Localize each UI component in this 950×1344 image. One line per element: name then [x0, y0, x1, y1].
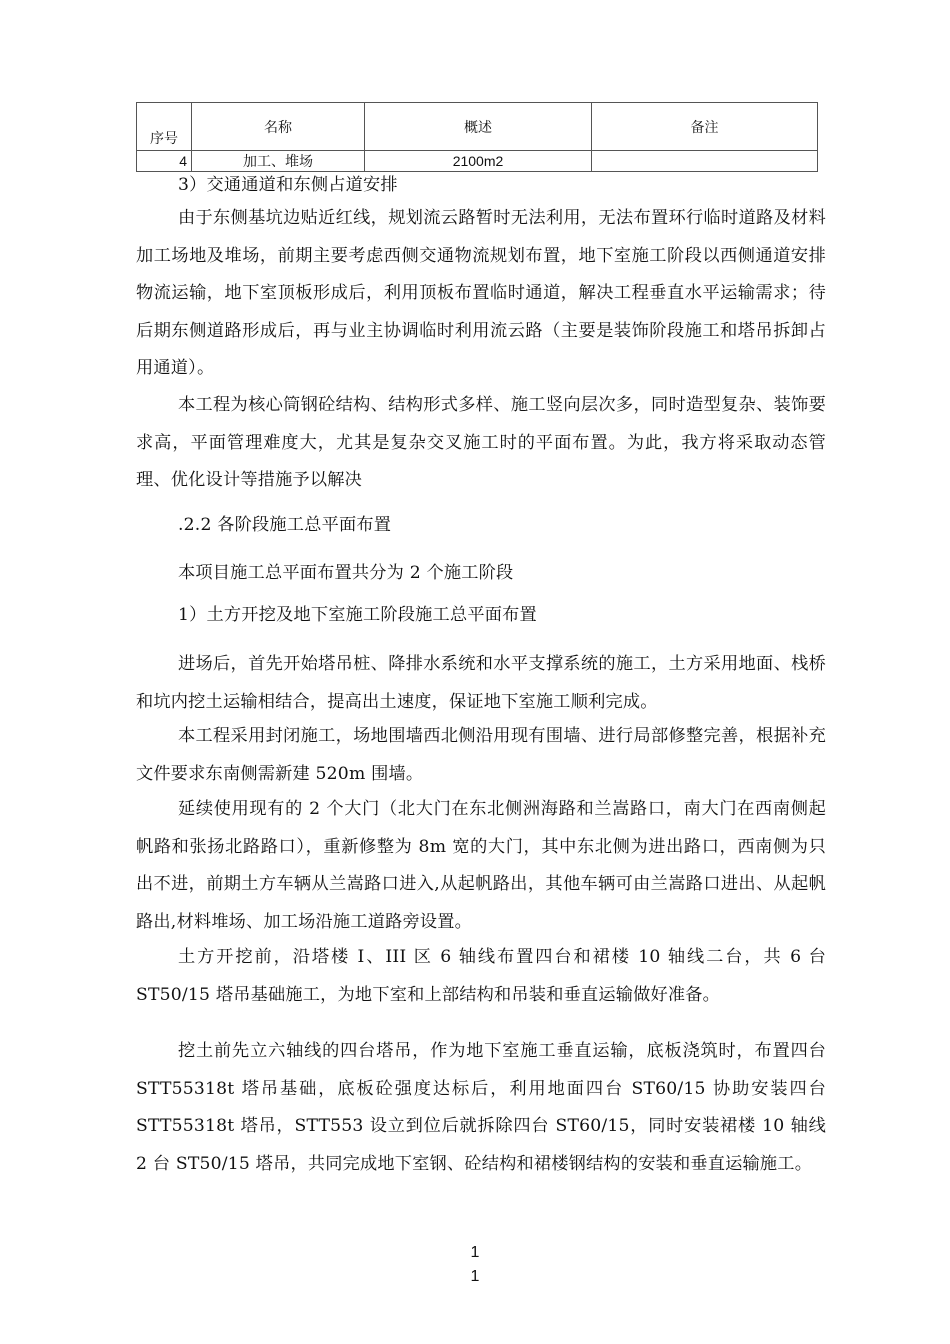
stage-1-paragraph-4: 土方开挖前，沿塔楼 I、III 区 6 轴线布置四台和裙楼 10 轴线二台，共 6 台 ST50/15 塔吊基础施工，为地下室和上部结构和吊装和垂直运输做好准备。 — [136, 947, 826, 1005]
stage-1-paragraph-1: 进场后，首先开始塔吊桩、降排水系统和水平支撑系统的施工，土方采用地面、栈桥和坑内挖土运输相结合，提高出土速度，保证地下室施工顺利完成。 — [136, 654, 826, 712]
section-2-2-intro: 本项目施工总平面布置共分为 2 个施工阶段 — [178, 563, 514, 583]
section-3-paragraph-1: 由于东侧基坑边贴近红线，规划流云路暂时无法利用，无法布置环行临时道路及材料加工场地及堆场，前期主要考虑西侧交通物流规划布置，地下室施工阶段以西侧通道安排物流运输，地下室顶板形成后，利用顶板布置临时通道，解决工程垂直水平运输需求；待后期东侧道路形成后，再与业主协调临时利用流云路（主要是装饰阶段施工和塔吊拆卸占用通道）。 — [136, 208, 826, 378]
summary-table — [136, 102, 818, 172]
section-3-heading: 3）交通通道和东侧占道安排 — [178, 175, 398, 195]
header-name: 名称 — [192, 103, 365, 151]
header-num: 序号 — [137, 103, 192, 151]
cell-num: 4 — [137, 151, 192, 172]
cell-name: 加工、堆场 — [192, 151, 365, 172]
stage-1-heading: 1）土方开挖及地下室施工阶段施工总平面布置 — [178, 605, 537, 625]
table-header-row — [137, 103, 818, 151]
section-3-paragraph-2: 本工程为核心筒钢砼结构、结构形式多样、施工竖向层次多，同时造型复杂、装饰要求高，平面管理难度大，尤其是复杂交叉施工时的平面布置。为此，我方将采取动态管理、优化设计等措施予以解决 — [136, 395, 826, 490]
page-number: 1 — [470, 1244, 480, 1261]
section-2-2-heading: .2.2 各阶段施工总平面布置 — [178, 515, 392, 535]
cell-desc: 2100m2 — [365, 151, 592, 172]
header-note: 备注 — [592, 103, 818, 151]
stage-1-paragraph-2: 本工程采用封闭施工，场地围墙西北侧沿用现有围墙、进行局部修整完善，根据补充文件要求东南侧需新建 520m 围墙。 — [136, 726, 826, 784]
table-row — [137, 151, 818, 172]
page-number-repeat: 1 — [470, 1268, 480, 1285]
header-desc: 概述 — [365, 103, 592, 151]
cell-note — [592, 151, 818, 172]
stage-1-paragraph-5: 挖土前先立六轴线的四台塔吊，作为地下室施工垂直运输，底板浇筑时，布置四台 STT55318t 塔吊基础，底板砼强度达标后，利用地面四台 ST60/15 协助安装四台 STT55318t 塔吊，STT553 设立到位后就拆除四台 ST60/15，同时安装裙楼 10 轴线 2 台 ST50/15 塔吊，共同完成地下室钢、砼结构和裙楼钢结构的安装和垂直运输施工。 — [136, 1041, 826, 1174]
stage-1-paragraph-3: 延续使用现有的 2 个大门（北大门在东北侧洲海路和兰嵩路口，南大门在西南侧起帆路和张扬北路路口），重新修整为 8m 宽的大门，其中东北侧为进出路口，西南侧为只出不进，前期土方车辆从兰嵩路口进入,从起帆路出，其他车辆可由兰嵩路口进出、从起帆路出,材料堆场、加工场沿施工道路旁设置。 — [136, 799, 826, 932]
